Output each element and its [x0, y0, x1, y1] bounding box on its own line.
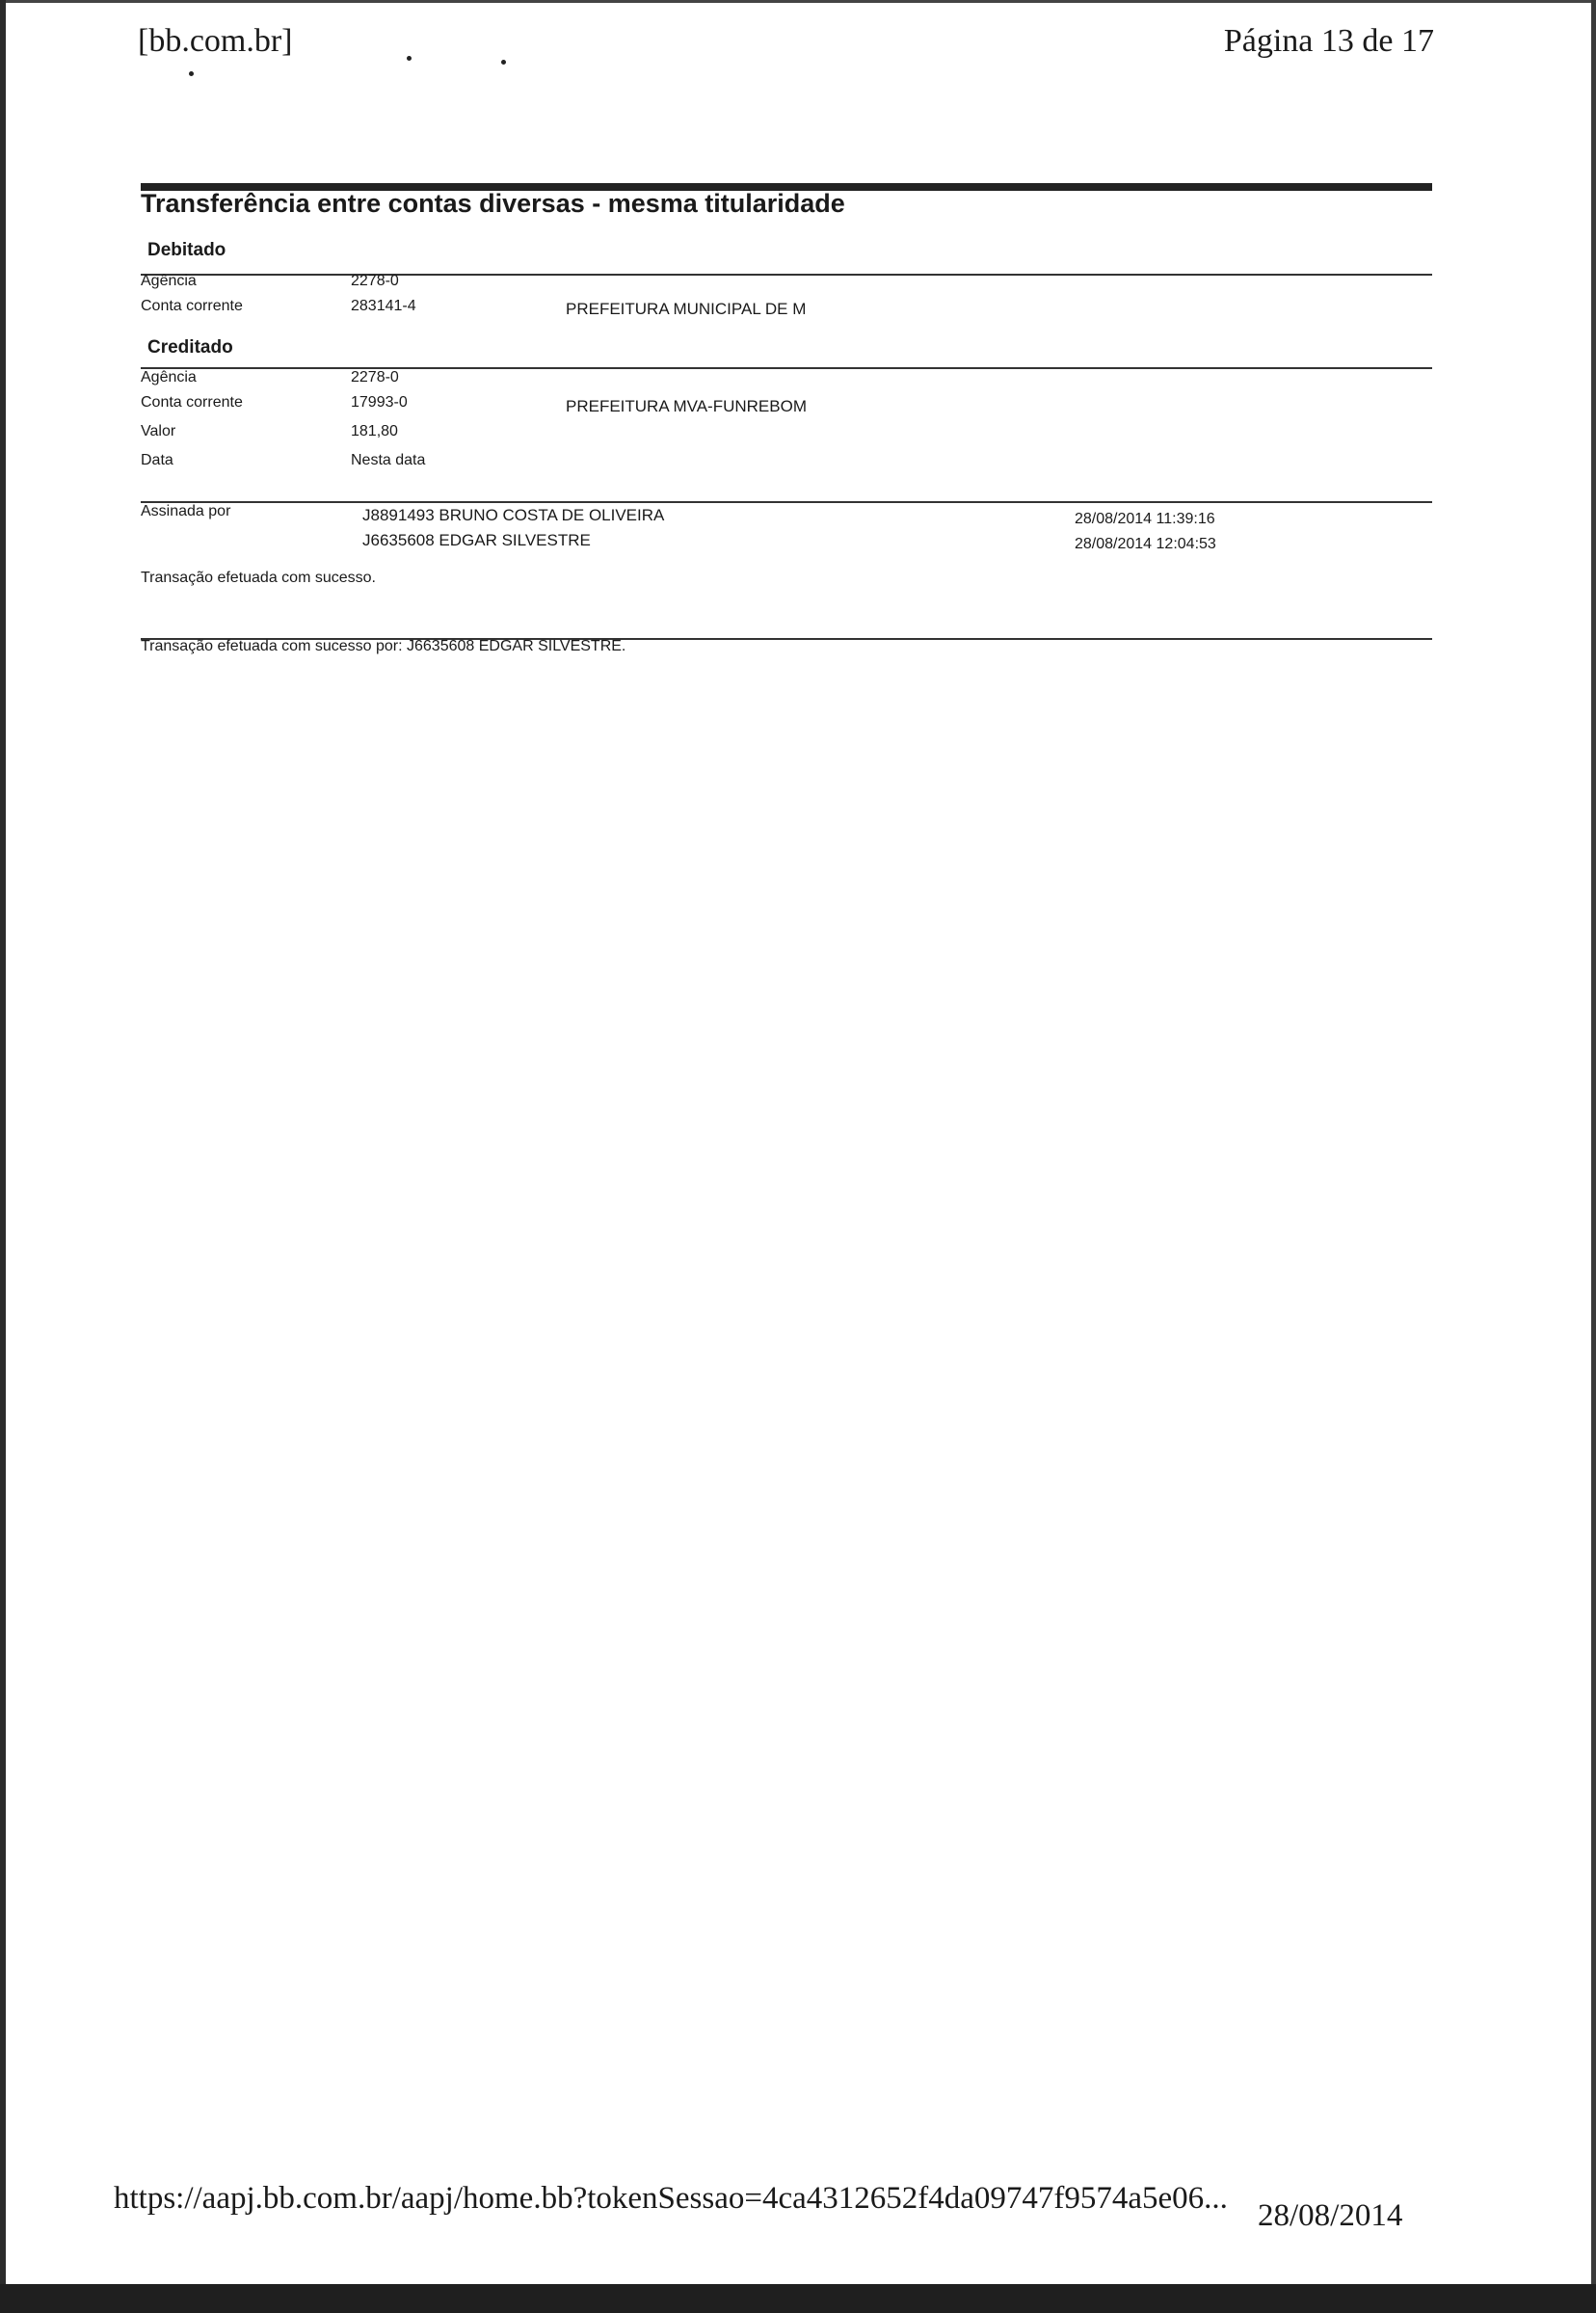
- section-debitado-heading: Debitado: [147, 240, 226, 260]
- page-title: Transferência entre contas diversas - mesma titularidade: [141, 189, 845, 218]
- valor-label: Valor: [141, 423, 176, 439]
- signer-datetime: 28/08/2014 11:39:16: [1075, 511, 1215, 527]
- scan-edge-top: [0, 0, 1596, 3]
- debitado-titular: PREFEITURA MUNICIPAL DE M: [566, 300, 807, 318]
- scan-edge-left: [0, 0, 6, 2313]
- scan-speck: [189, 71, 194, 76]
- header-page-number: Página 13 de 17: [1223, 23, 1434, 59]
- assinada-por-label: Assinada por: [141, 503, 231, 519]
- data-label: Data: [141, 452, 173, 468]
- creditado-agencia-value: 2278-0: [351, 369, 399, 386]
- signer-name: J8891493 BRUNO COSTA DE OLIVEIRA: [362, 506, 665, 524]
- signer-datetime: 28/08/2014 12:04:53: [1075, 536, 1216, 552]
- footer-url: https://aapj.bb.com.br/aapj/home.bb?tokenSessao=4ca4312652f4da09747f9574a5e06...: [114, 2181, 1228, 2216]
- creditado-conta-value: 17993-0: [351, 394, 408, 411]
- scan-edge-right: [1591, 0, 1596, 2313]
- divider: [141, 501, 1432, 503]
- footer-date: 28/08/2014: [1258, 2198, 1403, 2233]
- header-site: [bb.com.br]: [138, 23, 293, 59]
- debitado-agencia-label: Agência: [141, 273, 197, 289]
- status-by-message: Transação efetuada com sucesso por: J6635608 EDGAR SILVESTRE.: [141, 638, 626, 654]
- debitado-agencia-value: 2278-0: [351, 273, 399, 289]
- signer-name: J6635608 EDGAR SILVESTRE: [362, 531, 591, 549]
- valor-value: 181,80: [351, 423, 398, 439]
- debitado-conta-value: 283141-4: [351, 298, 416, 314]
- creditado-titular: PREFEITURA MVA-FUNREBOM: [566, 397, 807, 415]
- divider: [141, 274, 1432, 276]
- debitado-conta-label: Conta corrente: [141, 298, 243, 314]
- status-message: Transação efetuada com sucesso.: [141, 570, 376, 586]
- creditado-conta-label: Conta corrente: [141, 394, 243, 411]
- data-value: Nesta data: [351, 452, 426, 468]
- scan-speck: [501, 60, 506, 65]
- section-creditado-heading: Creditado: [147, 337, 233, 358]
- scan-speck: [407, 56, 412, 61]
- scan-edge-bottom: [0, 2284, 1596, 2313]
- divider: [141, 367, 1432, 369]
- creditado-agencia-label: Agência: [141, 369, 197, 386]
